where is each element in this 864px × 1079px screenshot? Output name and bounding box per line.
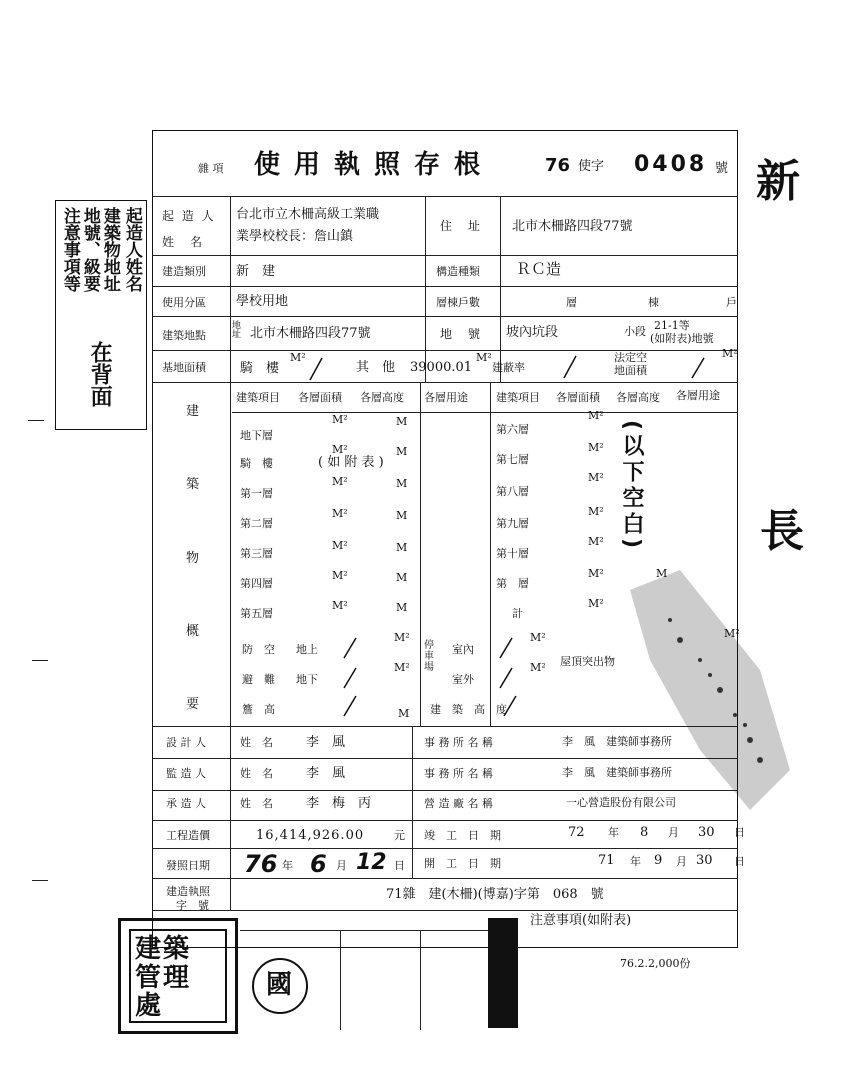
indoor-label: 室內 — [452, 643, 474, 656]
other-unit: M² — [476, 351, 492, 364]
left-floor-3: 第一層 — [240, 487, 273, 500]
right-floor-1: 第六層 — [496, 423, 529, 436]
complete-month-unit: 月 — [668, 826, 679, 839]
seal-square — [118, 918, 238, 1034]
issue-label: 發照日期 — [166, 859, 210, 872]
household-unit: 戶 — [726, 296, 737, 309]
zone-label: 使用分區 — [162, 296, 206, 309]
unit-m-l1: M — [396, 415, 408, 428]
permit-label-2: 字 號 — [176, 899, 209, 912]
note-col-2: 地號、級要 — [79, 207, 100, 292]
unit-m-l3: M — [396, 477, 408, 490]
permit-notice: 注意事項(如附表) — [530, 913, 632, 928]
unit-l4: M² — [332, 507, 348, 520]
unit-r3: M² — [588, 471, 604, 484]
unit-l5: M² — [332, 539, 348, 552]
side-char-2: 築 — [186, 477, 200, 492]
header-items-right: 建築項目 — [496, 391, 540, 404]
left-floor-1: 地下層 — [240, 429, 273, 442]
side-mark-mid: 長 — [760, 506, 804, 557]
unit-r2: M² — [588, 441, 604, 454]
unit-l2: M² — [332, 443, 348, 456]
unit-m-l5: M — [396, 541, 408, 554]
shelter-label: 避 難 — [242, 673, 275, 686]
number-word: 使字 — [578, 159, 605, 174]
cost-yuan: 元 — [394, 829, 405, 842]
supervisor-office-label: 事 務 所 名 稱 — [424, 767, 493, 780]
issue-month: 6 — [310, 850, 327, 878]
coverage-label: 建蔽率 — [492, 361, 525, 374]
applicant-label: 起 造 人 — [162, 209, 216, 223]
note-col-3: 建築物地址 — [99, 207, 120, 292]
right-floor-6: 第 層 — [496, 577, 529, 590]
issue-year: 76 — [244, 850, 278, 878]
eave-unit: M — [398, 707, 410, 720]
area-label: 基地面積 — [162, 361, 206, 374]
unit-m-r6: M — [656, 567, 668, 580]
civil-label: 防 空 — [242, 643, 275, 656]
number-suffix: 號 — [715, 161, 729, 176]
other-label: 其 他 — [356, 360, 396, 375]
issue-day: 12 — [356, 850, 387, 875]
stamp-smudge — [560, 550, 800, 850]
lot-small: 小段 — [624, 325, 646, 338]
floor-unit: 層 — [566, 296, 577, 309]
attach-note: ( 如 附 表 ) — [318, 455, 384, 470]
start-year-unit: 年 — [630, 855, 641, 868]
header-height-right: 各層高度 — [616, 391, 660, 404]
indoor-unit: M² — [530, 631, 546, 644]
header-use-right: 各層用途 — [676, 389, 720, 402]
left-floor-6: 第四層 — [240, 577, 273, 590]
note-col-4: 起造人姓名 — [121, 207, 142, 292]
address-label: 住 址 — [440, 219, 483, 233]
note-col-1: 注意事項等 — [59, 207, 80, 292]
unit-l3: M² — [332, 475, 348, 488]
title-prefix: 雜 項 — [198, 162, 224, 175]
site-value: 北市木柵路四段77號 — [250, 326, 371, 341]
header-use-left: 各層用途 — [424, 391, 468, 404]
unit-r4: M² — [588, 505, 604, 518]
print-note: 76.2.2,000份 — [620, 957, 691, 970]
seal-round-text: 國 — [266, 970, 293, 1000]
below-unit: M² — [394, 661, 410, 674]
issue-day-unit: 日 — [394, 859, 405, 872]
parking-label: 停車場 — [424, 640, 434, 673]
category-label: 建造類別 — [162, 265, 206, 278]
arcade-label: 騎 樓 — [240, 361, 280, 376]
left-floor-2: 騎 樓 — [240, 457, 273, 470]
unit-l7: M² — [332, 599, 348, 612]
blank-note: (以下空白) — [619, 420, 644, 553]
unit-r1: M² — [588, 409, 604, 422]
address-value: 北市木柵路四段77號 — [512, 219, 633, 234]
unit-m-l7: M — [396, 601, 408, 614]
structure-value: ＲＣ造 — [516, 260, 562, 278]
left-floor-7: 第五層 — [240, 607, 273, 620]
supervisor-name: 李 風 — [306, 766, 346, 781]
header-area-right: 各層面積 — [556, 391, 600, 404]
side-char-3: 物 — [186, 551, 200, 566]
complete-label: 竣 工 日 期 — [424, 829, 501, 842]
unit-l6: M² — [332, 569, 348, 582]
seal-text: 建築管理處 — [135, 934, 192, 1022]
right-floor-5: 第十層 — [496, 547, 529, 560]
lot-number: 21-1等 — [654, 319, 690, 332]
zone-value: 學校用地 — [236, 294, 289, 309]
contractor-name-label: 姓 名 — [240, 797, 273, 810]
side-char-1: 建 — [186, 404, 200, 419]
bheight-label: 建 築 高 度 — [430, 703, 507, 716]
floors-label: 層棟戶數 — [436, 296, 480, 309]
lot-attach: (如附表)地號 — [650, 332, 714, 345]
roof-label: 屋頂突出物 — [560, 655, 615, 668]
designer-name-label: 姓 名 — [240, 736, 273, 749]
side-char-4: 概 — [186, 624, 200, 639]
permit-label-1: 建造執照 — [166, 885, 210, 898]
site-label: 建築地點 — [162, 329, 206, 342]
legal-label-2: 地面積 — [614, 364, 647, 377]
number-year: 76 — [545, 155, 571, 176]
seal-round — [252, 958, 308, 1014]
roof-unit: M² — [724, 627, 740, 640]
unit-m-l2: M — [396, 445, 408, 458]
header-height-left: 各層高度 — [360, 391, 404, 404]
site-sub-label: 地址 — [232, 321, 242, 340]
complete-day: 30 — [698, 825, 715, 840]
right-floor-2: 第七層 — [496, 453, 529, 466]
structure-label: 構造種類 — [436, 265, 480, 278]
header-items-left: 建築項目 — [236, 391, 280, 404]
note-col-5: 在背面 — [87, 341, 114, 407]
below-label: 地下 — [296, 673, 318, 686]
applicant-value-2: 業學校校長：詹山鎮 — [236, 229, 354, 244]
permit-number: 0408 — [634, 152, 708, 177]
designer-office: 李 風 建築師事務所 — [562, 735, 672, 748]
start-label: 開 工 日 期 — [424, 857, 501, 870]
start-day-unit: 日 — [734, 855, 745, 868]
lot-value: 坡內坑段 — [506, 325, 559, 340]
complete-day-unit: 日 — [734, 826, 745, 839]
contractor-firm-label: 營 造 廠 名 稱 — [424, 797, 493, 810]
eave-label: 簷 高 — [242, 703, 275, 716]
start-month: 9 — [654, 853, 663, 868]
unit-r6: M² — [588, 567, 604, 580]
contractor-name: 李 梅 丙 — [306, 796, 372, 811]
contractor-label: 承 造 人 — [166, 797, 206, 810]
right-floor-4: 第九層 — [496, 517, 529, 530]
supervisor-label: 監 造 人 — [166, 767, 206, 780]
cost-value: 16,414,926.00 — [256, 828, 365, 843]
unit-r7: M² — [588, 597, 604, 610]
category-value: 新 建 — [236, 264, 276, 279]
designer-label: 設 計 人 — [166, 736, 206, 749]
outdoor-unit: M² — [530, 661, 546, 674]
contractor-firm: 一心營造股份有限公司 — [566, 796, 676, 809]
issue-month-unit: 月 — [336, 859, 347, 872]
issue-year-unit: 年 — [282, 859, 293, 872]
supervisor-name-label: 姓 名 — [240, 767, 273, 780]
header-area-left: 各層面積 — [298, 391, 342, 404]
notes-box — [55, 200, 147, 430]
lot-label: 地 號 — [440, 327, 483, 341]
left-floor-5: 第三層 — [240, 547, 273, 560]
complete-month: 8 — [640, 825, 649, 840]
right-floor-7: 計 — [512, 607, 523, 620]
unit-l1: M² — [332, 413, 348, 426]
start-month-unit: 月 — [676, 855, 687, 868]
side-char-5: 要 — [186, 697, 200, 712]
designer-name: 李 風 — [306, 735, 346, 750]
start-year: 71 — [598, 853, 615, 868]
arcade-unit: M² — [290, 351, 306, 364]
complete-year: 72 — [568, 825, 585, 840]
applicant-value-1: 台北市立木柵高級工業職 — [236, 207, 380, 222]
above-unit: M² — [394, 631, 410, 644]
permit-value: 71雜 建(木柵)(博嘉)字第 068 號 — [386, 887, 604, 902]
above-label: 地上 — [296, 643, 318, 656]
left-floor-4: 第二層 — [240, 517, 273, 530]
complete-year-unit: 年 — [608, 826, 619, 839]
side-mark-top: 新 — [756, 156, 800, 207]
tape-strip — [488, 918, 518, 1028]
legal-label-1: 法定空 — [614, 351, 647, 364]
designer-office-label: 事 務 所 名 稱 — [424, 736, 493, 749]
unit-m-l6: M — [396, 571, 408, 584]
start-day: 30 — [696, 853, 713, 868]
unit-m-l4: M — [396, 509, 408, 522]
legal-unit: M² — [722, 347, 738, 360]
form-title: 使用執照存根 — [254, 150, 495, 180]
outdoor-label: 室外 — [452, 673, 474, 686]
building-unit: 棟 — [648, 296, 659, 309]
right-floor-3: 第八層 — [496, 485, 529, 498]
supervisor-office: 李 風 建築師事務所 — [562, 766, 672, 779]
other-value: 39000.01 — [410, 360, 473, 375]
name-label: 姓 名 — [162, 235, 205, 249]
cost-label: 工程造價 — [166, 829, 210, 842]
unit-r5: M² — [588, 535, 604, 548]
